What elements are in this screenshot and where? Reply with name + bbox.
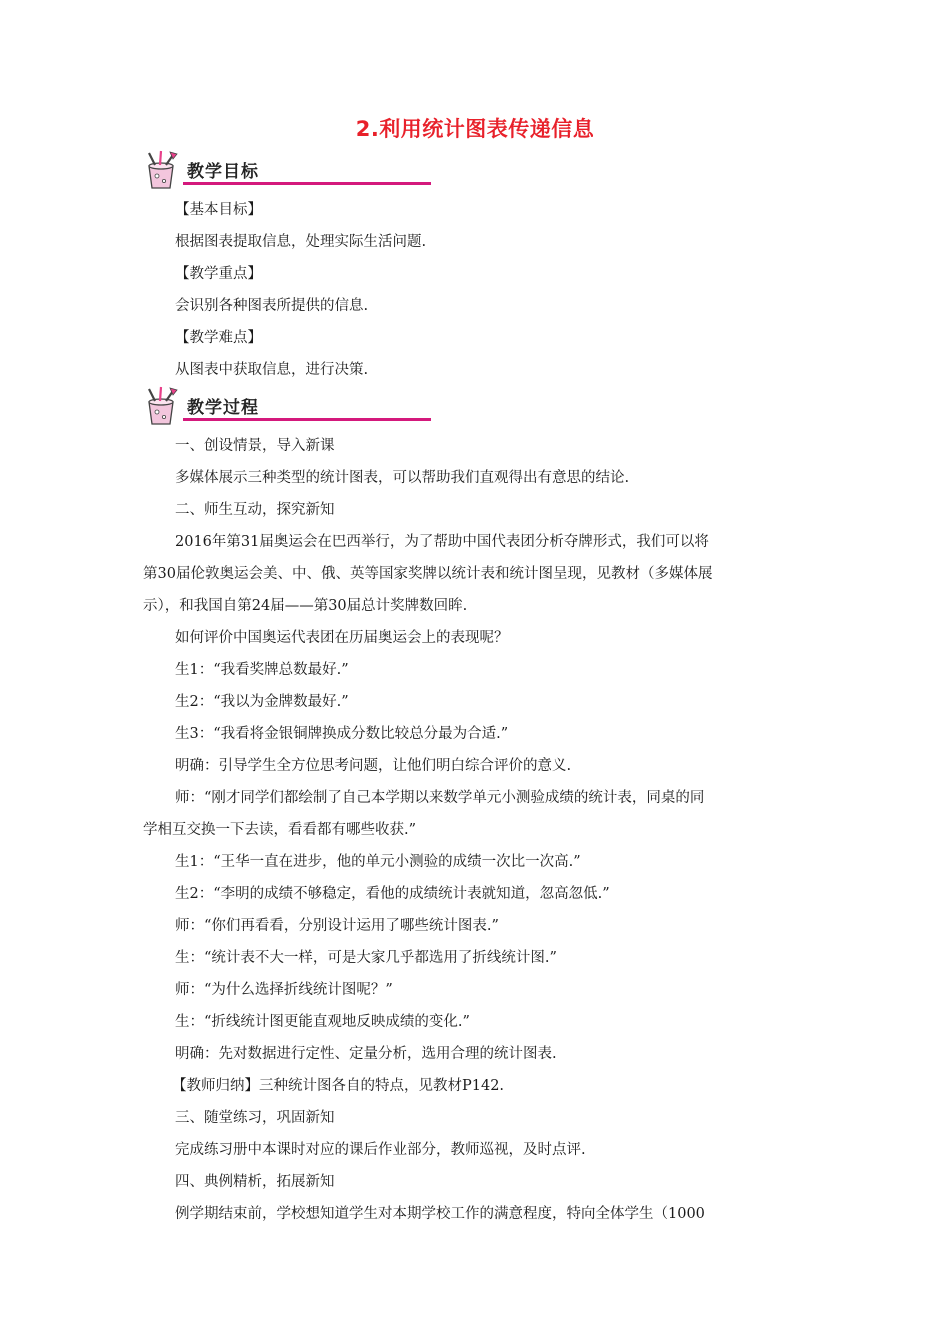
- process-line: 生：“折线统计图更能直观地反映成绩的变化.”: [175, 1014, 470, 1030]
- section-label-goals: 教学目标: [187, 162, 259, 182]
- pencil-cup-icon: [143, 150, 189, 192]
- difficulty-heading: 【教学难点】: [175, 330, 262, 346]
- key-point-text: 会识别各种图表所提供的信息.: [175, 298, 369, 314]
- basic-goal-heading: 【基本目标】: [175, 202, 262, 218]
- process-line: 师：“为什么选择折线统计图呢？”: [175, 982, 393, 998]
- process-line: 一、创设情景，导入新课: [175, 438, 335, 454]
- process-line: 生：“统计表不大一样，可是大家几乎都选用了折线统计图.”: [175, 950, 557, 966]
- section-header-goals: [143, 150, 293, 190]
- process-line: 明确：引导学生全方位思考问题，让他们明白综合评价的意义.: [175, 758, 572, 774]
- section-label-process: 教学过程: [187, 398, 259, 418]
- process-line: 生2：“我以为金牌数最好.”: [175, 694, 349, 710]
- page-title: 2.利用统计图表传递信息: [355, 117, 595, 141]
- key-point-heading: 【教学重点】: [175, 266, 262, 282]
- process-paragraph-line: 2016年第31届奥运会在巴西举行，为了帮助中国代表团分析夺牌形式，我们可以将: [175, 534, 709, 550]
- process-paragraph-line: 示），和我国自第24届——第30届总计奖牌数回眸.: [143, 598, 468, 614]
- process-line: 生1：“王华一直在进步，他的单元小测验的成绩一次比一次高.”: [175, 854, 581, 870]
- process-line: 如何评价中国奥运代表团在历届奥运会上的表现呢？: [175, 630, 509, 646]
- process-line: 完成练习册中本课时对应的课后作业部分，教师巡视，及时点评.: [175, 1142, 586, 1158]
- process-line: 【教师归纳】三种统计图各自的特点，见教材P142.: [172, 1078, 505, 1094]
- section-divider: [183, 418, 431, 421]
- process-line: 生2：“李明的成绩不够稳定，看他的成绩统计表就知道，忽高忽低.”: [175, 886, 610, 902]
- process-line: 二、师生互动，探究新知: [175, 502, 335, 518]
- process-line: 生1：“我看奖牌总数最好.”: [175, 662, 349, 678]
- process-line: 明确：先对数据进行定性、定量分析，选用合理的统计图表.: [175, 1046, 557, 1062]
- process-paragraph-line: 第30届伦敦奥运会美、中、俄、英等国家奖牌以统计表和统计图呈现，见教材（多媒体展: [143, 566, 713, 582]
- process-line: 三、随堂练习，巩固新知: [175, 1110, 335, 1126]
- process-line: 师：“你们再看看，分别设计运用了哪些统计图表.”: [175, 918, 499, 934]
- process-paragraph-line: 学相互交换一下去读，看看都有哪些收获.”: [143, 822, 417, 838]
- basic-goal-text: 根据图表提取信息，处理实际生活问题.: [175, 234, 427, 250]
- pencil-cup-icon: [143, 386, 189, 428]
- difficulty-text: 从图表中获取信息，进行决策.: [175, 362, 369, 378]
- process-line: 多媒体展示三种类型的统计图表，可以帮助我们直观得出有意思的结论.: [175, 470, 630, 486]
- section-header-process: [143, 386, 293, 426]
- process-line: 四、典例精析，拓展新知: [175, 1174, 335, 1190]
- process-paragraph-line: 师：“刚才同学们都绘制了自己本学期以来数学单元小测验成绩的统计表，同桌的同: [175, 790, 705, 806]
- process-line: 生3：“我看将金银铜牌换成分数比较总分最为合适.”: [175, 726, 509, 742]
- section-divider: [183, 182, 431, 185]
- process-line: 例学期结束前，学校想知道学生对本期学校工作的满意程度，特向全体学生（1000: [175, 1206, 705, 1222]
